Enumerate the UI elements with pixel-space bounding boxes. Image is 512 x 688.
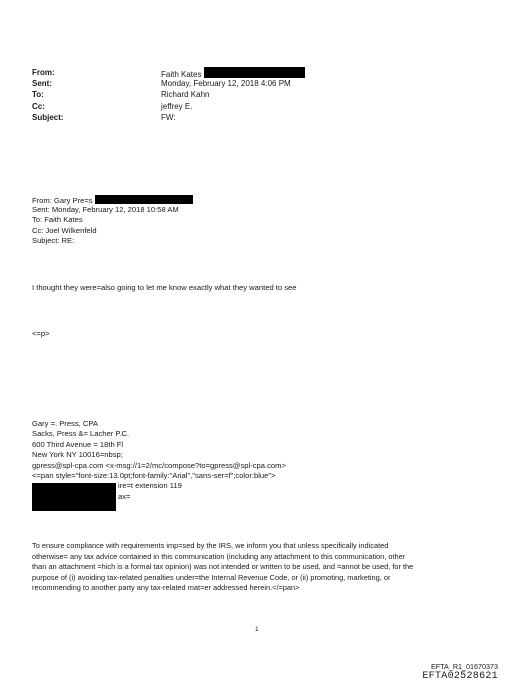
disclaimer-line: recommending to another party any tax-related mat=er addressed herein.</=pan> xyxy=(32,583,300,593)
subject-label: Subject: xyxy=(32,112,64,122)
quoted-cc-line: Cc: Joel Wilkenfeld xyxy=(32,225,97,235)
signature-email-line: gpress@spl-cpa.com <x-msg://1=2/mc/compose?to=gpress@spl-cpa.com> xyxy=(32,460,286,470)
disclaimer-line: To ensure compliance with requirements imp=sed by the IRS, we inform you that unless specifically indicated xyxy=(32,541,389,550)
bates-footer xyxy=(422,662,498,683)
disclaimer-line: purpose of (i) avoiding tax-related penalties under=the Internal Revenue Code, or (ii) promoting, marketing, or xyxy=(32,572,391,582)
quoted-email-header xyxy=(32,195,193,246)
to-label: To: xyxy=(32,90,44,100)
signature-phone-line: ire=t extension 119 xyxy=(118,481,182,491)
sent-label: Sent: xyxy=(32,79,52,89)
cc-value: jeffrey E. xyxy=(161,101,193,111)
sent-value: Monday, February 12, 2018 4:06 PM xyxy=(161,79,291,89)
signature-line: New York NY 10016=nbsp; xyxy=(32,450,123,460)
signature-line: Sacks, Press &= Lacher P.C. xyxy=(32,429,130,439)
html-fragment: <=p> xyxy=(32,329,50,338)
quoted-sent-line: Sent: Monday, February 12, 2018 10:58 AM xyxy=(32,205,179,215)
redaction-box xyxy=(95,195,193,204)
page-number: 1 xyxy=(255,626,259,633)
signature-line: 600 Third Avenue = 18th Fl xyxy=(32,439,124,449)
disclaimer-line: than an attachment =hich is a formal tax opinion) was not intended or written to be used, and =annot be used, for the xyxy=(32,562,414,572)
quoted-subject-line: Subject: RE: xyxy=(32,235,75,245)
bates-number-large: EFTA02528621 xyxy=(422,671,498,682)
quoted-from-line xyxy=(32,195,193,205)
message-body: I thought they were=also going to let me know exactly what they wanted to see xyxy=(32,283,297,292)
from-label: From: xyxy=(32,68,55,77)
subject-value: FW: xyxy=(161,112,176,122)
redaction-box xyxy=(204,67,305,78)
tax-disclaimer xyxy=(32,541,484,594)
cc-label: Cc: xyxy=(32,101,45,111)
signature-line: <=pan style="font-size:13.0pt;font-family:"Arial","sans-ser=f";color:blue"> xyxy=(32,470,276,480)
from-name: Faith Kates xyxy=(161,70,202,79)
to-value: Richard Kahn xyxy=(161,90,210,100)
redaction-box xyxy=(32,483,116,511)
bates-number-small: EFTA_R1_01670373 xyxy=(431,662,498,671)
disclaimer-line: otherwise= any tax advice contained in this communication (including any attachment to this communication, other xyxy=(32,551,406,561)
quoted-from-text: From: Gary Pre=s xyxy=(32,196,93,205)
quoted-to-line: To: Faith Kates xyxy=(32,215,83,225)
signature-line: Gary =. Press, CPA xyxy=(32,419,98,428)
signature-fax-line: ax= xyxy=(118,491,131,501)
